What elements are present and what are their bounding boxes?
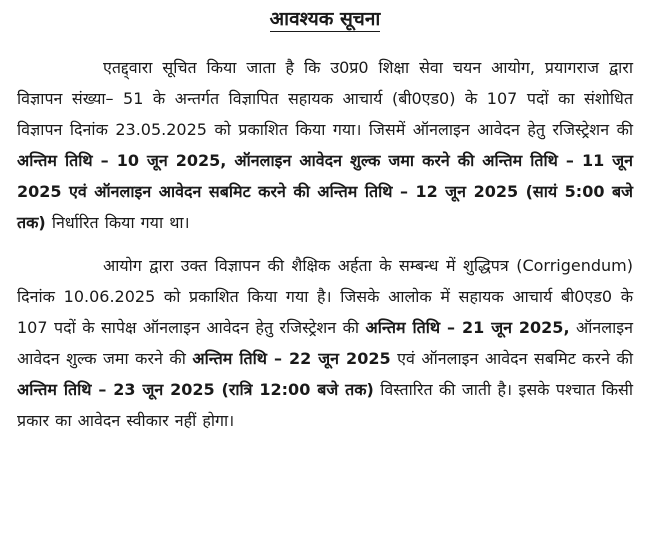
para2-text-2: ऑनलाइन आवेदन शुल्क जमा करने की: [17, 318, 633, 368]
registration-deadline: अन्तिम तिथि – 21 जून 2025,: [365, 318, 570, 337]
fee-deadline: अन्तिम तिथि – 22 जून 2025: [192, 349, 391, 368]
paragraph-original-schedule: [17, 52, 633, 238]
notice-title-text: आवश्यक सूचना: [269, 8, 381, 30]
para2-text-3: एवं ऑनलाइन आवेदन सबमिट करने की: [397, 349, 633, 368]
para1-deadlines: अन्तिम तिथि – 10 जून 2025, ऑनलाइन आवेदन शुल्क जमा करने की अन्तिम तिथि – 11 जून 2025 एवं ऑनलाइन आवेदन सबमिट करने की अन्तिम तिथि – 12 जून 2025 (सायं 5:00 बजे तक): [17, 151, 633, 232]
para2-text-4: विस्तारित की जाती है। इसके पश्चात किसी प्रकार का आवेदन स्वीकार नहीं होगा।: [17, 380, 633, 430]
para1-text-1: एतद्द्वारा सूचित किया जाता है कि उ0प्र0 शिक्षा सेवा चयन आयोग, प्रयागराज द्वारा विज्ञापन संख्या– 51 के अन्तर्गत विज्ञापित सहायक आचार्य (बी0एड0) के 107 पदों का संशोधित विज्ञापन दिनांक 23.05.2025 को प्रकाशित किया गया। जिसमें ऑनलाइन आवेदन हेतु रजिस्ट्रेशन की: [17, 58, 633, 139]
paragraph-extended-schedule: [17, 250, 633, 436]
para1-text-2: निर्धारित किया गया था।: [51, 213, 190, 232]
notice-title: [17, 6, 633, 32]
para2-text-1: आयोग द्वारा उक्त विज्ञापन की शैक्षिक अर्हता के सम्बन्ध में शुद्धिपत्र (Corrigendum) दिनांक 10.06.2025 को प्रकाशित किया गया है। जिसके आलोक में सहायक आचार्य बी0एड0 के 107 पदों के सापेक्ष ऑनलाइन आवेदन हेतु रजिस्ट्रेशन की: [17, 256, 633, 337]
submission-deadline: अन्तिम तिथि – 23 जून 2025 (रात्रि 12:00 बजे तक): [17, 380, 374, 399]
